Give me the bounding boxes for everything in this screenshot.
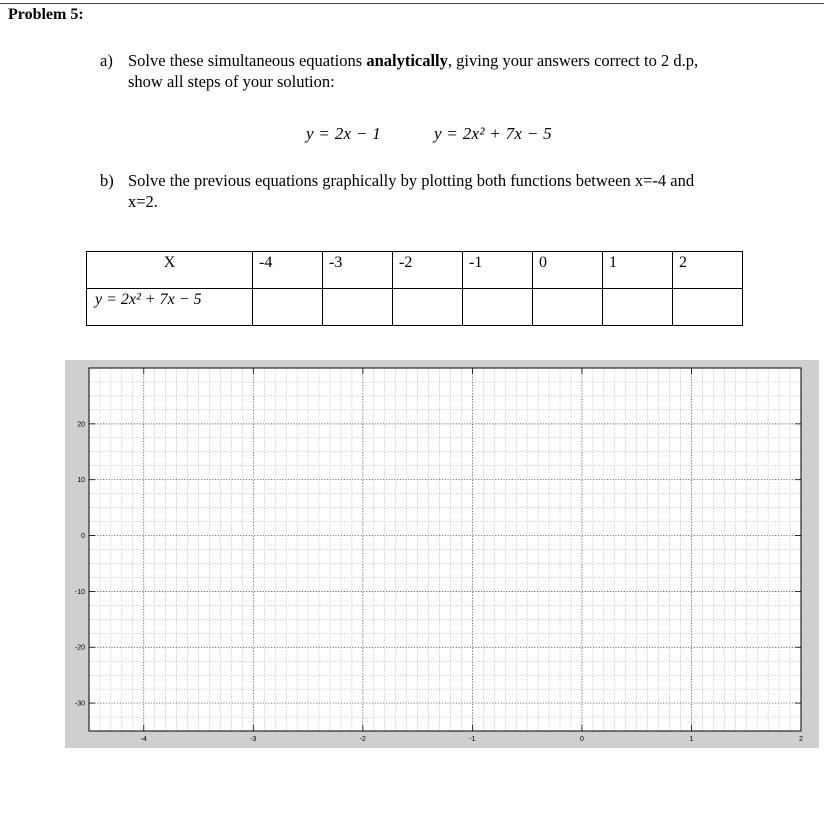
x-tick-label: -4 bbox=[140, 736, 147, 743]
equation-linear: y = 2x − 1 bbox=[306, 124, 382, 143]
y-value-cell[interactable] bbox=[673, 289, 743, 326]
x-value-cell: -4 bbox=[253, 252, 323, 289]
top-rule bbox=[0, 3, 824, 4]
x-tick-label: 2 bbox=[799, 736, 803, 743]
part-a-text-end: , giving your answers correct to 2 d.p, bbox=[447, 51, 699, 70]
x-value-cell: 1 bbox=[603, 252, 673, 289]
graph-paper-plot bbox=[65, 360, 819, 748]
part-a-label: a) bbox=[100, 51, 113, 70]
part-a-bold-word: analytically bbox=[366, 51, 448, 70]
part-b-text bbox=[128, 170, 808, 212]
part-a-text bbox=[128, 50, 808, 92]
x-row bbox=[87, 252, 743, 289]
part-b-line2: x=2. bbox=[128, 192, 158, 211]
x-value-cell: -1 bbox=[463, 252, 533, 289]
y-value-cell[interactable] bbox=[323, 289, 393, 326]
value-table bbox=[86, 251, 743, 326]
y-tick-label: -30 bbox=[74, 700, 85, 708]
x-tick-label: -1 bbox=[469, 736, 476, 743]
y-value-cell[interactable] bbox=[603, 289, 673, 326]
y-row bbox=[87, 289, 743, 326]
y-tick-label: -20 bbox=[74, 644, 85, 652]
y-tick-label: 10 bbox=[77, 477, 85, 485]
part-b-line1: Solve the previous equations graphically by plotting both functions between x=-4 and bbox=[128, 171, 695, 190]
problem-heading: Problem 5: bbox=[8, 6, 84, 23]
x-value-cell: 2 bbox=[673, 252, 743, 289]
part-a-text-start: Solve these simultaneous equations bbox=[128, 51, 367, 70]
x-value-cell: 0 bbox=[533, 252, 603, 289]
y-value-cell[interactable] bbox=[253, 289, 323, 326]
y-value-cell[interactable] bbox=[463, 289, 533, 326]
x-tick-label: 1 bbox=[689, 736, 694, 743]
y-value-cell[interactable] bbox=[533, 289, 603, 326]
equation-quadratic: y = 2x² + 7x − 5 bbox=[434, 124, 552, 143]
x-tick-label: -2 bbox=[359, 736, 366, 743]
x-tick-label: -3 bbox=[250, 736, 257, 743]
y-header-cell: y = 2x² + 7x − 5 bbox=[95, 291, 202, 308]
part-a-line2: show all steps of your solution: bbox=[128, 72, 335, 91]
x-value-cell: -2 bbox=[393, 252, 463, 289]
x-header-cell: X bbox=[87, 252, 253, 289]
y-tick-label: 0 bbox=[81, 533, 85, 541]
x-value-cell: -3 bbox=[323, 252, 393, 289]
x-tick-label: 0 bbox=[579, 736, 584, 743]
y-value-cell[interactable] bbox=[393, 289, 463, 326]
y-tick-label: 20 bbox=[77, 421, 85, 429]
y-tick-label: -10 bbox=[74, 588, 85, 596]
part-b-label: b) bbox=[100, 171, 114, 190]
